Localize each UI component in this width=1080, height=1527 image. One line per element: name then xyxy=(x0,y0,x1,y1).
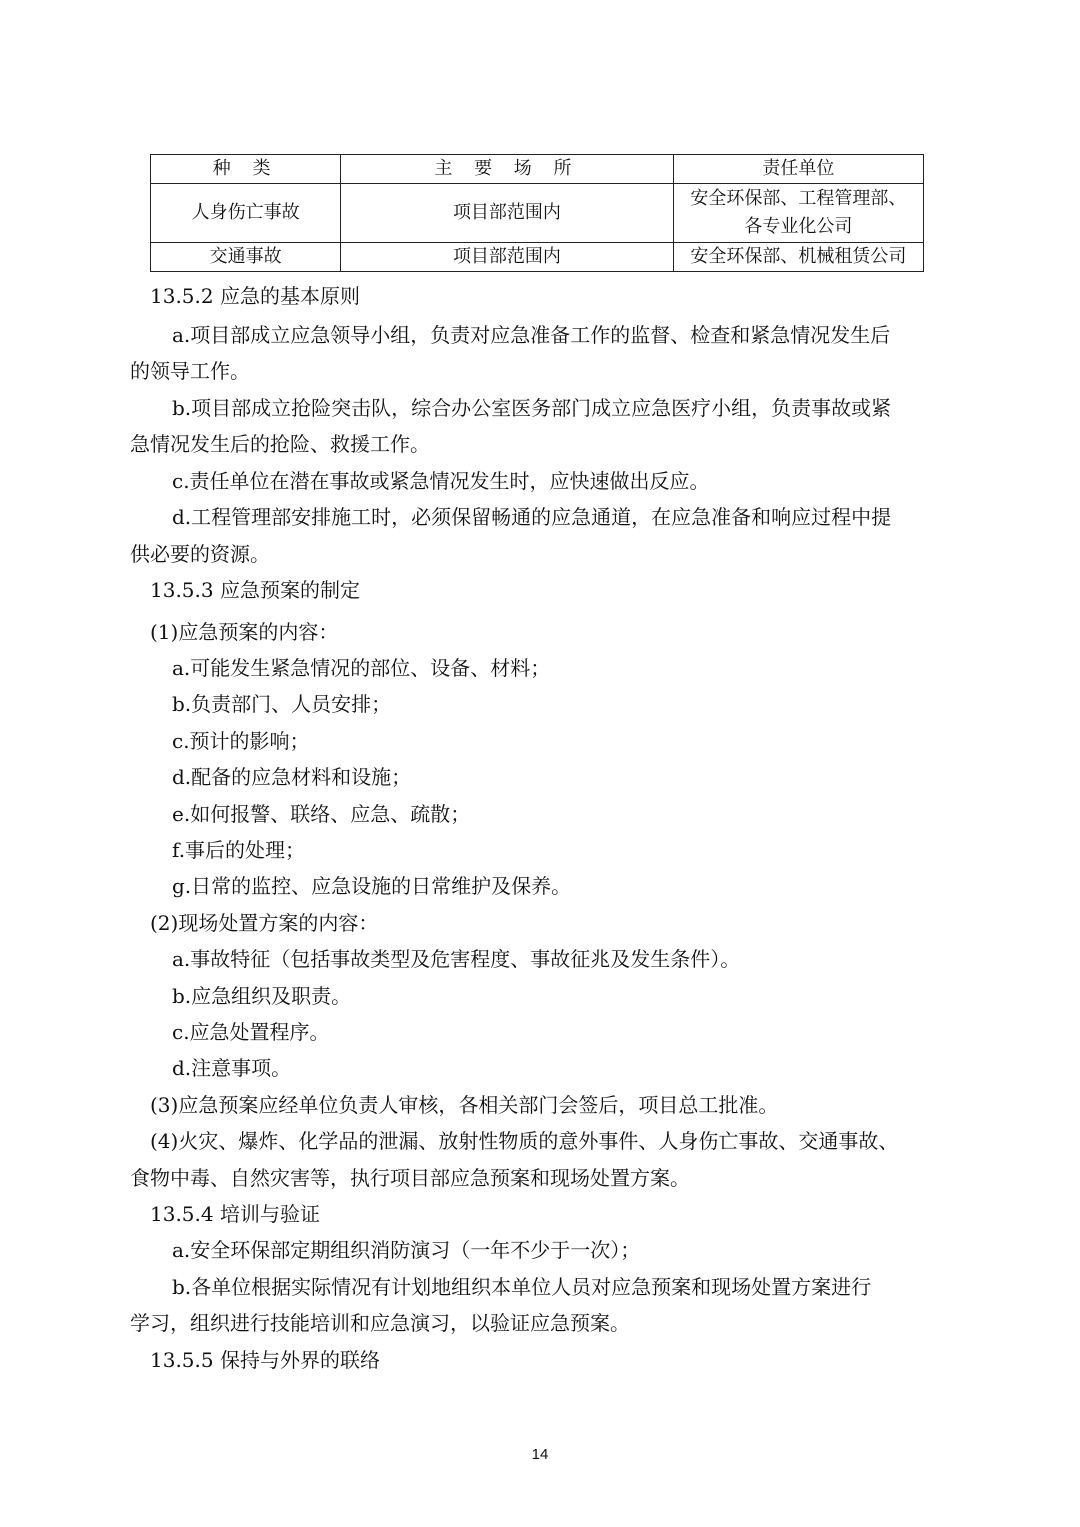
cell-unit: 安全环保部、机械租赁公司 xyxy=(673,243,923,272)
table-row xyxy=(151,243,924,272)
table-row xyxy=(151,184,924,243)
paragraph-line: b.各单位根据实际情况有计划地组织本单位人员对应急预案和现场处置方案进行 xyxy=(172,1275,872,1299)
paragraph-line: (4)火灾、爆炸、化学品的泄漏、放射性物质的意外事件、人身伤亡事故、交通事故、 xyxy=(150,1129,899,1153)
paragraph-line: 供必要的资源。 xyxy=(130,542,270,566)
page-number: 14 xyxy=(531,1446,549,1463)
cell-unit xyxy=(673,184,923,243)
list-item: c.应急处置程序。 xyxy=(172,1020,330,1044)
paragraph-line: 急情况发生后的抢险、救援工作。 xyxy=(130,432,430,456)
cell-place: 项目部范围内 xyxy=(341,243,673,272)
cell-unit-line1: 安全环保部、工程管理部、 xyxy=(690,188,907,209)
cell-type: 交通事故 xyxy=(151,243,341,272)
list-item: a.安全环保部定期组织消防演习（一年不少于一次）； xyxy=(172,1238,641,1262)
list-item: a.可能发生紧急情况的部位、设备、材料； xyxy=(172,656,551,680)
header-unit: 责任单位 xyxy=(673,155,923,184)
section-heading: 13.5.4 培训与验证 xyxy=(150,1202,320,1226)
emergency-responsibility-table xyxy=(150,154,924,272)
paragraph-line: b.项目部成立抢险突击队，综合办公室医务部门成立应急医疗小组，负责事故或紧 xyxy=(172,396,892,420)
list-item: c.预计的影响； xyxy=(172,729,310,753)
paragraph-line: 学习，组织进行技能培训和应急演习，以验证应急预案。 xyxy=(130,1311,630,1335)
list-item: a.事故特征（包括事故类型及危害程度、事故征兆及发生条件）。 xyxy=(172,947,741,971)
section-heading: 13.5.5 保持与外界的联络 xyxy=(150,1348,380,1372)
subsection-heading: (2)现场处置方案的内容： xyxy=(150,911,379,935)
list-item: g.日常的监控、应急设施的日常维护及保养。 xyxy=(172,874,572,898)
list-item: e.如何报警、联络、应急、疏散； xyxy=(172,802,471,826)
paragraph-line: a.项目部成立应急领导小组，负责对应急准备工作的监督、检查和紧急情况发生后 xyxy=(172,323,891,347)
list-item: f.事后的处理； xyxy=(172,838,306,862)
table-header-row xyxy=(151,155,924,184)
cell-place: 项目部范围内 xyxy=(341,184,673,243)
cell-type: 人身伤亡事故 xyxy=(151,184,341,243)
header-place: 主 要 场 所 xyxy=(341,155,673,184)
paragraph-line: 的领导工作。 xyxy=(130,359,250,383)
paragraph-line: 食物中毒、自然灾害等，执行项目部应急预案和现场处置方案。 xyxy=(130,1166,690,1190)
section-heading: 13.5.3 应急预案的制定 xyxy=(150,578,360,602)
paragraph-line: c.责任单位在潜在事故或紧急情况发生时，应快速做出反应。 xyxy=(172,469,710,493)
cell-unit-line2: 各专业化公司 xyxy=(744,216,853,237)
header-type: 种 类 xyxy=(151,155,341,184)
paragraph-line: d.工程管理部安排施工时，必须保留畅通的应急通道，在应急准备和响应过程中提 xyxy=(172,505,892,529)
list-item: b.负责部门、人员安排； xyxy=(172,692,392,716)
paragraph-line: (3)应急预案应经单位负责人审核，各相关部门会签后，项目总工批准。 xyxy=(150,1093,779,1117)
list-item: d.配备的应急材料和设施； xyxy=(172,765,412,789)
list-item: d.注意事项。 xyxy=(172,1056,292,1080)
section-heading: 13.5.2 应急的基本原则 xyxy=(150,284,360,308)
subsection-heading: (1)应急预案的内容： xyxy=(150,620,339,644)
list-item: b.应急组织及职责。 xyxy=(172,984,352,1008)
